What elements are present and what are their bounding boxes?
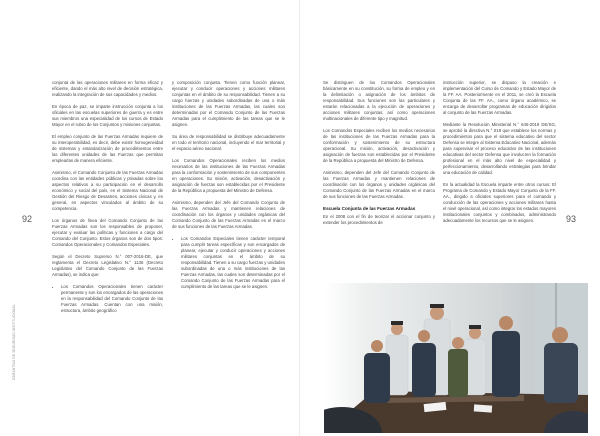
officers-photo <box>324 283 588 433</box>
side-caption: GARANTÍAS DE SEGURIDAD INSTITUCIONAL <box>12 304 16 380</box>
paragraph: En época de paz, se imparte instrucción conjunta a los oficiales en las escuelas superiores de guerra y es entre sus miembros una especialidad de los cursos de Estado Mayor en el rubro de los Conjuntos y misiones conjuntas. <box>52 104 163 127</box>
paragraph: Asimismo, dependen del Jefe del Comando Conjunto de las Fuerzas Armadas y mantienen relaciones de coordinación con los órganos y unidades orgánicas del Comando Conjunto de las Fuerzas Armadas en el marco de sus funciones de las Fuerzas Armadas. <box>323 170 435 199</box>
paragraph: Según el Decreto Supremo N.° 007-2016-DE, que reglamenta el Decreto Legislativo N.° 1136 (Decreto Legislativo del Comando Conjunto de las Fuerzas Armadas), se indica que: <box>52 254 163 277</box>
bullet-list <box>172 236 285 290</box>
paragraph: Los Comandos Especiales reciben los medios necesarios de las instituciones de las Fuerzas Armadas para la conformación y sostenimiento de su estructura operacional. Su misión, activación, desactivación y asignación de fuerzas son establecidas por el Presidente de la República a propuesta del Ministro de Defensa. <box>323 128 435 163</box>
paragraph: En el 2008 con el fin de teorizar el accionar conjunto y extender los procedimientos de <box>323 214 435 225</box>
paragraph: Su área de responsabilidad se distribuye adecuadamente en todo el territorio nacional, incluyendo el mar territorial y el espacio aéreo nacional. <box>172 134 285 151</box>
section-heading: Escuela Conjunta de las Fuerzas Armadas <box>323 206 416 211</box>
paragraph: conjunta de las operaciones militares en forma eficaz y eficiente, dando el más alto nivel de decisión estratégica, realizando la integración de sus capacidades y medios. <box>52 80 163 97</box>
paragraph: Los Comandos Operacionales reciben los medios necesarios de las instituciones de las Fuerzas Armadas para la conformación y sostenimiento de sus componentes en operaciones. Su misión, activación, desactivación y asignación de fuerzas son establecidas por el Presidente de la República a propuesta del Ministro de Defensa. <box>172 158 285 193</box>
paragraph: Asimismo, dependen del Jefe del Comando Conjunto de las Fuerzas Armadas y mantienen relaciones de coordinación con los órganos y unidades orgánicas del Comando Conjunto de las Fuerzas Armadas en el marco de sus funciones de las Fuerzas Armadas. <box>172 200 285 229</box>
paragraph: En la actualidad la Escuela imparte entre otros cursos: El Programa de Comando y Estado Mayor Conjunto de la FF. AA., dirigido a oficiales superiores para el comando y conducción de las operaciones y acciones militares hasta el nivel operacional, así como integrar los estados mayores institucionales conjuntos y combinados, administrando adecuadamente los recursos que se le asignen. <box>443 182 556 223</box>
paragraph: Se distinguen de los Comandos Operacionales básicamente en su constitución, su forma de empleo y en la delimitación o asignación de los ámbitos de responsabilidad. Sus funciones son las particulares y estarán relacionadas a la ejecución de operaciones y acciones militares conjuntas, así como operaciones multinacionales de diferente tipo y magnitud. <box>323 80 435 121</box>
list-item: • Los Comandos Especiales tienen carácter temporal para cumplir tareas específicas y son encargados de planear, ejecutar y conducir operaciones y acciones militares conjuntas en el ámbito de su responsabilidad. Tienen a su cargo fuerzas y unidades subordinadas de una o más instituciones de las Fuerzas Armadas, las cuales son determinadas por el Comando Conjunto de las Fuerzas Armadas para el cumplimiento de las tareas que se le asignen. <box>181 236 285 290</box>
text-column-4 <box>443 80 556 230</box>
bullet-list <box>52 284 163 314</box>
paragraph: El empleo conjunto de las Fuerzas Armadas requiere de su interoperabilidad, es decir, debe existir homogeneidad de sistemas y estandarización de procedimientos entre las diferentes unidades de las Fuerzas que permitan emplearlas de manera eficiente. <box>52 134 163 163</box>
list-item: • Los Comandos Operacionales tienen carácter permanente y son los encargados de las operaciones en la responsabilidad del Comando Conjunto de las Fuerzas Armadas. Cuentan con una misión, estructura, ámbito geográfico <box>61 284 163 314</box>
text-column-1 <box>52 80 163 320</box>
paragraph: Los órganos de línea del Comando Conjunto de las Fuerzas Armadas son los responsables de proponer, ejecutar y evaluar las políticas y funciones a cargo del Comando del Conjunto. Estos órganos son de dos tipos: Comandos Operacionales y Comandos Especiales. <box>52 218 163 247</box>
text-column-2 <box>172 80 285 296</box>
photo-image <box>324 283 588 433</box>
page-number-right: 93 <box>566 214 577 224</box>
paragraph: Mediante la Resolución Ministerial N.° 646-2019 DE/SG, se aprobó la directiva N.° 018 que establece los normas y procedimientos para que el sistema educativo del sector Defensa se integre al Sistema Educativo Nacional, además para supervisar el proceso educativo de las instituciones educativas del sector Defensa que involucren la formación profesional en el más alto nivel de especialidad y perfeccionamiento, desarrollando estrategias para brindar una educación de calidad. <box>443 122 556 175</box>
page-number-left: 92 <box>22 214 33 224</box>
paragraph: instrucción superior, se dispuso la creación e implementación del Curso de Comando y Estado Mayor de la FF. AA. Posteriormente en el 2011, se creó la Escuela Conjunta de las FF. AA., como órgano académico, se encarga de desarrollar programas de educación dirigidos al conjunto de las Fuerzas Armadas. <box>443 80 556 115</box>
paragraph: y composición conjunta. Tienen como función planear, ejecutar y conducir operaciones y acciones militares conjuntas en el ámbito de su responsabilidad. Tienen a su cargo fuerzas y unidades subordinadas de una o más instituciones de las Fuerzas Armadas, las cuales son determinadas por el Comando Conjunto de las Fuerzas Armadas para el cumplimiento de las tareas que se le asignen. <box>172 80 285 127</box>
text-column-3 <box>323 80 435 232</box>
paragraph: Asimismo, el Comando Conjunto de las Fuerzas Armadas coordina con las entidades públicas y privadas sobre los aspectos relativos a su participación en el desarrollo económico y social del país, en el Sistema Nacional de Gestión del Riesgo de Desastres, acciones cívicas y, en general, en aspectos vinculados al ámbito de su competencia. <box>52 170 163 211</box>
